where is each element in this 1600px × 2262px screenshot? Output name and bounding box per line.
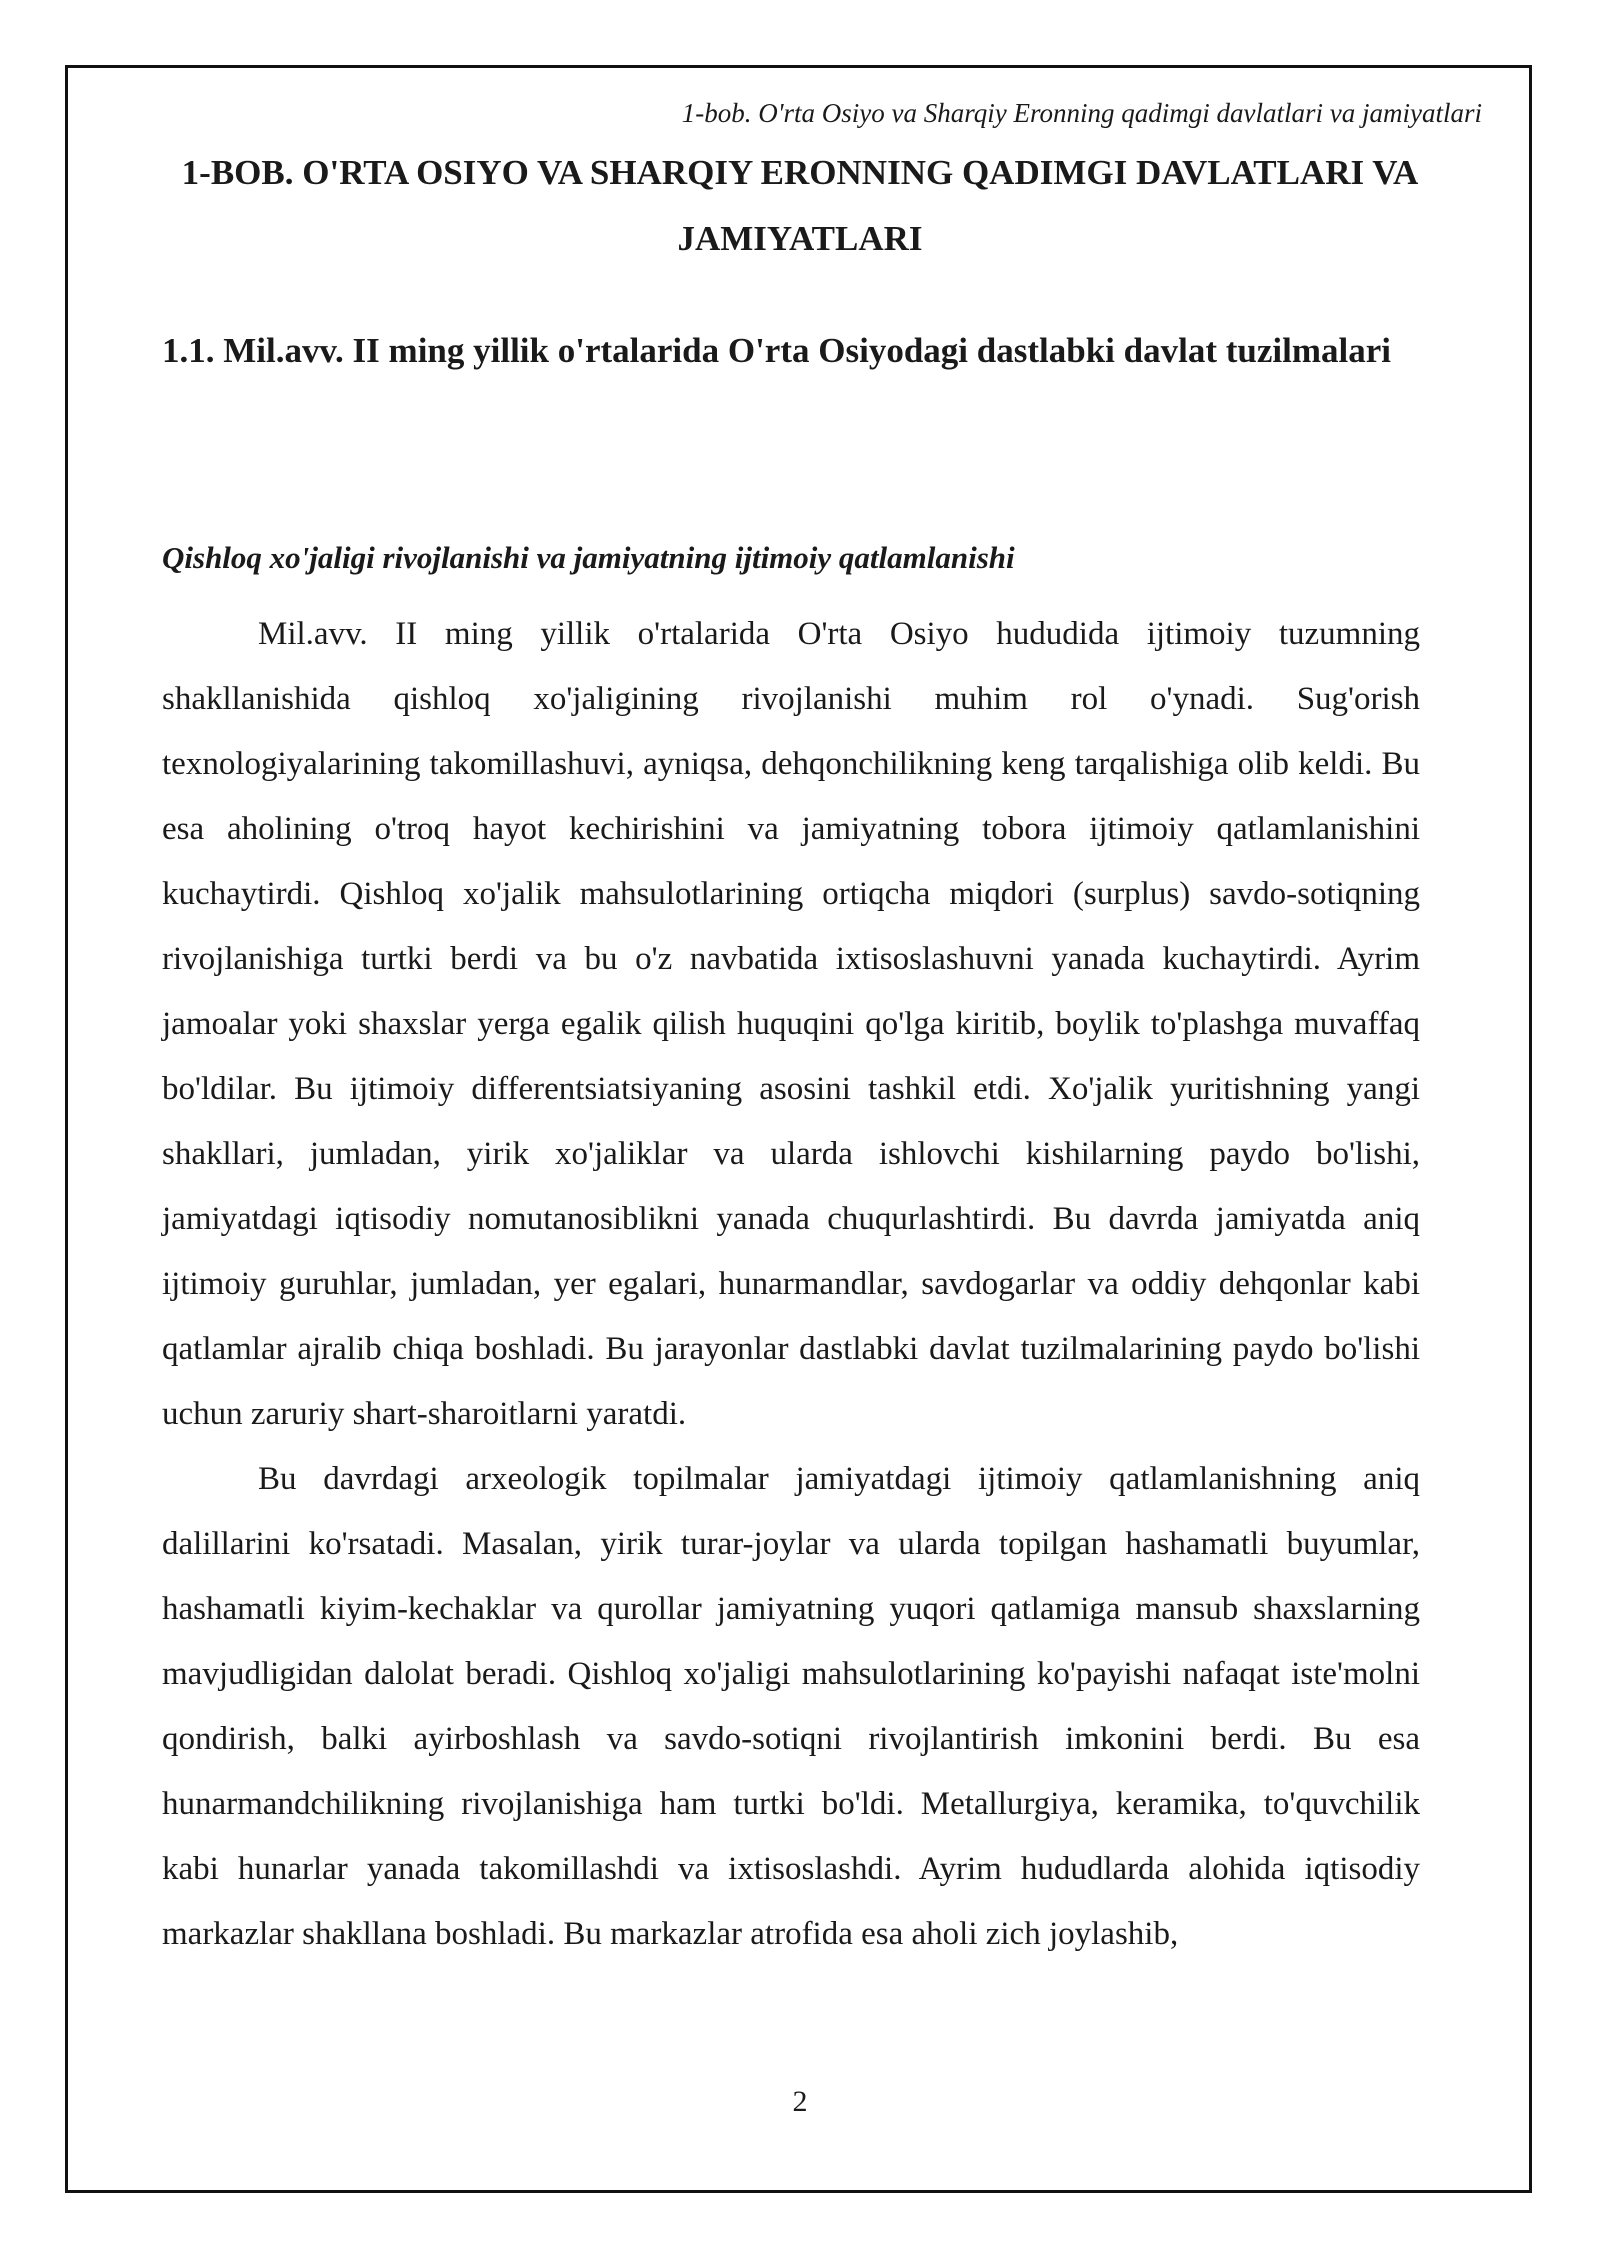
page-number: 2: [792, 2085, 808, 2118]
running-header-text: 1-bob. O'rta Osiyo va Sharqiy Eronning qadimgi davlatlari va jamiyatlari: [681, 98, 1482, 128]
chapter-title: 1-BOB. O'RTA OSIYO VA SHARQIY ERONNING QADIMGI DAVLATLARI VA JAMIYATLARI: [181, 153, 1419, 258]
paragraph: Mil.avv. II ming yillik o'rtalarida O'rta Osiyo hududida ijtimoiy tuzumning shakllanishida qishloq xo'jaligining rivojlanishi muhim rol o'ynadi. Sug'orish texnologiyalarining takomillashuvi, ayniqsa, dehqonchilikning keng tarqalishiga olib keldi. Bu esa aholining o'troq hayot kechirishini va jamiyatning tobora ijtimoiy qatlamlanishini kuchaytirdi. Qishloq xo'jalik mahsulotlarining ortiqcha miqdori (surplus) savdo-sotiqning rivojlanishiga turtki berdi va bu o'z navbatida ixtisoslashuvni yanada kuchaytirdi. Ayrim jamoalar yoki shaxslar yerga egalik qilish huquqini qo'lga kiritib, boylik to'plashga muvaffaq bo'ldilar. Bu ijtimoiy differentsiatsiyaning asosini tashkil etdi. Xo'jalik yuritishning yangi shakllari, jumladan, yirik xo'jaliklar va ularda ishlovchi kishilarning paydo bo'lishi, jamiyatdagi iqtisodiy nomutanosiblikni yanada chuqurlashtirdi. Bu davrda jamiyatda aniq ijtimoiy guruhlar, jumladan, yer egalari, hunarmandlar, savdogarlar va oddiy dehqonlar kabi qatlamlar ajralib chiqa boshladi. Bu jarayonlar dastlabki davlat tuzilmalarining paydo bo'lishi uchun zaruriy shart-sharoitlarni yaratdi.: [162, 616, 1420, 1432]
subsection-title: Qishloq xo'jaligi rivojlanishi va jamiyatning ijtimoiy qatlamlanishi: [162, 540, 1015, 575]
running-header: [682, 96, 1482, 131]
body-text: [162, 602, 1420, 1967]
paragraph: Bu davrdagi arxeologik topilmalar jamiyatdagi ijtimoiy qatlamlanishning aniq dalillarini ko'rsatadi. Masalan, yirik turar-joylar va ularda topilgan hashamatli buyumlar, hashamatli kiyim-kechaklar va qurollar jamiyatning yuqori qatlamiga mansub shaxslarning mavjudligidan dalolat beradi. Qishloq xo'jaligi mahsulotlarining ko'payishi nafaqat iste'molni qondirish, balki ayirboshlash va savdo-sotiqni rivojlantirish imkonini berdi. Bu esa hunarmandchilikning rivojlanishiga ham turtki bo'ldi. Metallurgiya, keramika, to'quvchilik kabi hunarlar yanada takomillashdi va ixtisoslashdi. Ayrim hududlarda alohida iqtisodiy markazlar shakllana boshladi. Bu markazlar atrofida esa aholi zich joylashib,: [162, 1461, 1420, 1952]
section-title: 1.1. Mil.avv. II ming yillik o'rtalarida O'rta Osiyodagi dastlabki davlat tuzilmalari: [162, 331, 1391, 370]
